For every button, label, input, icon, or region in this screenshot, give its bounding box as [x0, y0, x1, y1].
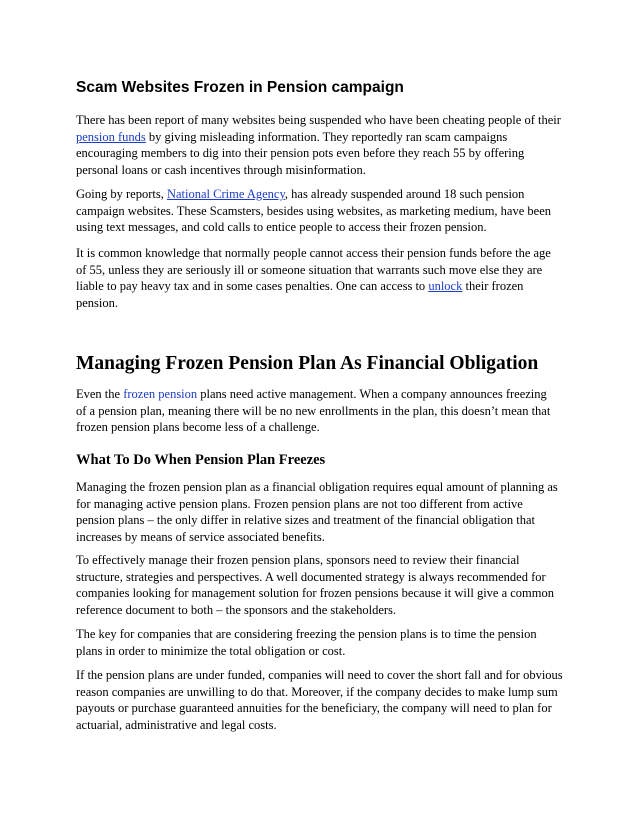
link-unlock[interactable]: unlock [428, 279, 463, 294]
subheading-what-to-do: What To Do When Pension Plan Freezes [76, 452, 326, 468]
text-span: plans need active management. When a company announces freezing [197, 387, 547, 401]
text-line: To effectively manage their frozen pension plans, sponsors need to review their financial [76, 553, 520, 567]
text-line: reason companies are unwilling to do that. Moreover, if the company decides to make lump sum [76, 684, 558, 699]
text-line [76, 186, 568, 203]
text-line: of a pension plan, meaning there will be no new enrollments in the plan, this doesn’t mean that [76, 403, 551, 418]
text-line: pension. [76, 295, 119, 310]
paragraph-sponsors-review [76, 552, 568, 618]
text-span: Even the [76, 387, 124, 401]
text-span: their frozen [462, 279, 524, 294]
text-line: pension plans – the only differ in relative sizes and treatment of the financial obligation that [76, 513, 536, 528]
text-line: frozen pension plans become less of a challenge. [76, 420, 320, 435]
paragraph-timing [76, 626, 568, 659]
paragraph-scam-reports [76, 112, 568, 178]
text-line: encouraging members to dig into their pension pots even before they reach 55 by offering [76, 146, 525, 161]
text-line: If the pension plans are under funded, companies will need to cover the short fall and for obvious [76, 668, 563, 682]
text-line: structure, strategies and perspectives. A well documented strategy is always recommended for [76, 569, 546, 584]
link-frozen-pension[interactable]: frozen pension [123, 387, 198, 401]
paragraph-nca [76, 186, 568, 236]
text-span: by giving misleading information. They reportedly ran scam campaigns [145, 129, 508, 144]
text-line [76, 386, 568, 403]
text-line: payouts or purchase guaranteed annuities for the beneficiary, the company will need to plan for [76, 701, 552, 716]
paragraph-under-funded [76, 667, 568, 733]
paragraph-financial-obligation [76, 479, 568, 545]
text-line [76, 129, 568, 146]
text-line: personal loans or cash incentives through misinformation. [76, 162, 366, 177]
text-line: Managing the frozen pension plan as a financial obligation requires equal amount of planning as [76, 480, 558, 494]
text-line: actuarial, administrative and legal costs. [76, 717, 277, 732]
text-line: plans in order to minimize the total obligation or cost. [76, 643, 346, 658]
link-national-crime-agency[interactable]: National Crime Agency [166, 187, 285, 201]
text-line [76, 278, 568, 295]
text-line: It is common knowledge that normally people cannot access their pension funds before the age [76, 246, 551, 260]
text-line: for managing active pension plans. Frozen pension plans are not too different from active [76, 496, 523, 511]
heading-scam-websites: Scam Websites Frozen in Pension campaign [76, 79, 404, 96]
text-line: of 55, unless they are seriously ill or someone situation that warrants such move else they are [76, 262, 543, 277]
text-line: using text messages, and cold calls to entice people to access their frozen pension. [76, 220, 487, 235]
text-span: liable to pay heavy tax and in some cases penalties. One can access to [76, 279, 429, 294]
text-line: The key for companies that are considering freezing the pension plans is to time the pension [76, 627, 537, 641]
link-pension-funds[interactable]: pension funds [76, 129, 146, 144]
heading-managing-frozen-pension: Managing Frozen Pension Plan As Financial Obligation [76, 353, 539, 374]
paragraph-common-knowledge [76, 245, 568, 311]
paragraph-active-management [76, 386, 568, 436]
text-span: , has already suspended around 18 such pension [284, 187, 525, 201]
text-line: campaign websites. These Scamsters, besides using websites, as marketing medium, have been [76, 203, 551, 218]
text-line: reference document to both – the sponsors and the stakeholders. [76, 602, 397, 617]
text-line: increases by means of service associated benefits. [76, 529, 325, 544]
text-span: Going by reports, [76, 187, 167, 201]
text-line: companies looking for management solution for frozen pensions because it will give a common [76, 586, 555, 601]
text-line: There has been report of many websites being suspended who have been cheating people of their [76, 113, 561, 127]
